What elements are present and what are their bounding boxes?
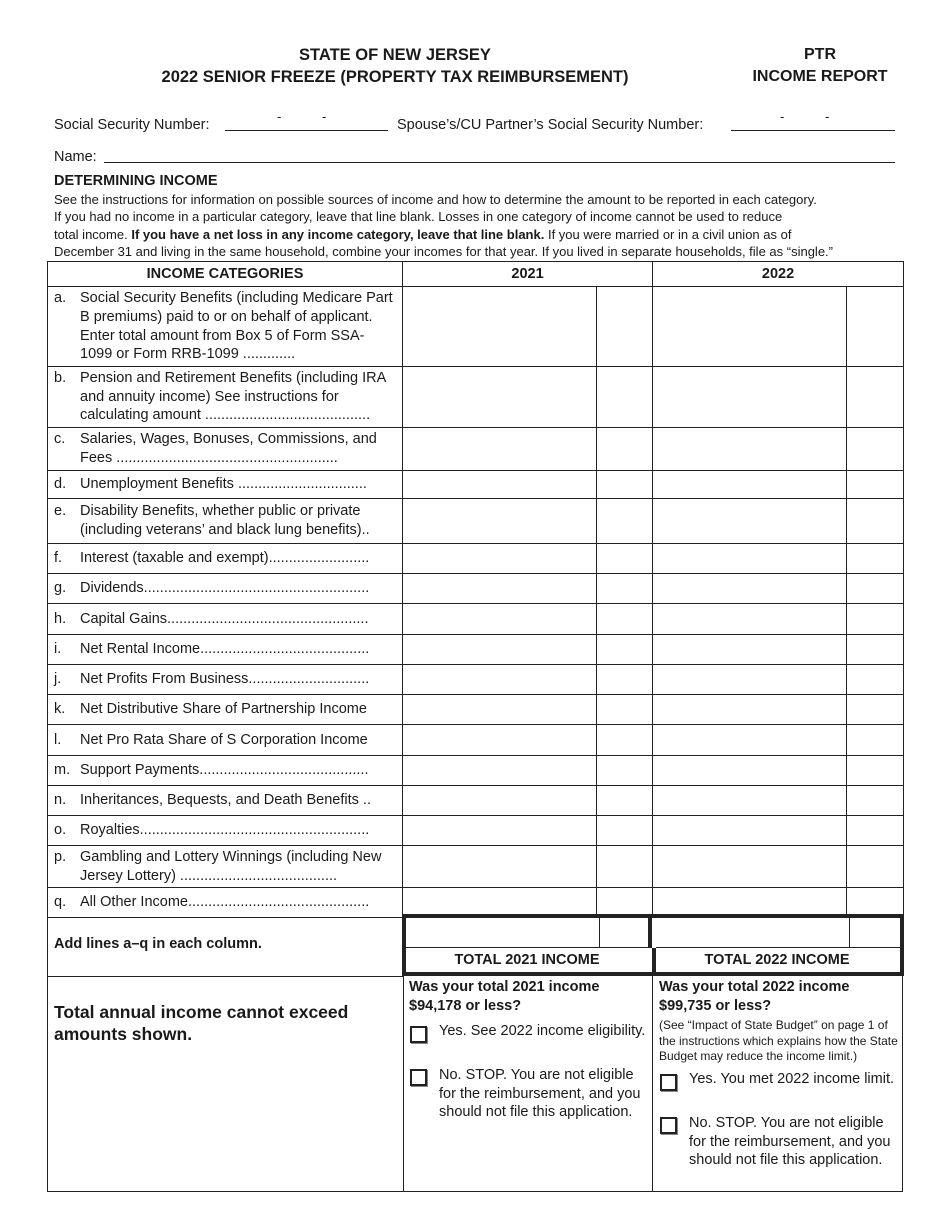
amount-2022-dollars[interactable] xyxy=(653,499,847,544)
eligibility-divider-2 xyxy=(652,976,653,1192)
row-label xyxy=(48,725,403,756)
table-row xyxy=(48,665,904,695)
amount-2021-cents[interactable] xyxy=(597,846,653,888)
name-input[interactable] xyxy=(104,151,895,163)
yes-2021-label: Yes. See 2022 income eligibility. xyxy=(439,1023,646,1039)
intro-line-1: See the instructions for information on possible sources of income and how to determine the amount to be reported in each category. xyxy=(54,192,817,207)
amount-2021-dollars[interactable] xyxy=(403,471,597,499)
row-letter: k. xyxy=(54,701,66,718)
row-letter: c. xyxy=(54,431,66,448)
table-row xyxy=(48,725,904,756)
total-2021-label: TOTAL 2021 INCOME xyxy=(454,952,600,968)
row-letter: b. xyxy=(54,370,67,387)
amount-2022-dollars[interactable] xyxy=(653,544,847,574)
table-row xyxy=(48,428,904,471)
row-label xyxy=(48,786,403,816)
no-2022-label: No. STOP. You are not eligible for the reimbursement, and you should not file this application. xyxy=(689,1115,891,1169)
amount-2021-cents[interactable] xyxy=(597,544,653,574)
amount-2021-dollars[interactable] xyxy=(403,665,597,695)
add-lines-label: Add lines a–q in each column. xyxy=(54,936,262,952)
yes-2022-checkbox[interactable] xyxy=(660,1074,677,1091)
row-text: Social Security Benefits (including Medicare Part B premiums) paid to or on behalf of applicant. Enter total amount from Box 5 of Form SSA-1099 or Form RRB-1099 ............. xyxy=(80,290,393,363)
row-label xyxy=(48,665,403,695)
total-2022-cents[interactable] xyxy=(850,918,900,948)
amount-2022-dollars[interactable] xyxy=(653,367,847,428)
row-letter: f. xyxy=(54,550,63,567)
amount-2022-cents[interactable] xyxy=(847,695,904,725)
table-row xyxy=(48,287,904,367)
row-label xyxy=(48,846,403,888)
amount-2021-dollars[interactable] xyxy=(403,544,597,574)
amount-2021-cents[interactable] xyxy=(597,428,653,471)
amount-2022-cents[interactable] xyxy=(847,604,904,635)
name-label: Name: xyxy=(54,149,97,165)
ssn-input[interactable] xyxy=(225,119,388,131)
spouse-ssn-label: Spouse’s/CU Partner’s Social Security Number: xyxy=(397,117,704,133)
total-2021-dollars[interactable] xyxy=(406,918,600,948)
eligibility-divider-1 xyxy=(403,976,404,1192)
row-text: Net Rental Income.......................................... xyxy=(80,641,370,658)
amount-2022-dollars[interactable] xyxy=(653,574,847,604)
amount-2022-cents[interactable] xyxy=(847,756,904,786)
row-label xyxy=(48,756,403,786)
amount-2022-dollars[interactable] xyxy=(653,635,847,665)
row-letter: h. xyxy=(54,610,67,627)
amount-2021-dollars[interactable] xyxy=(403,367,597,428)
row-text: Disability Benefits, whether public or private (including veterans’ and black lung benefits).. xyxy=(80,503,370,538)
amount-2022-cents[interactable] xyxy=(847,428,904,471)
title-line-2: 2022 SENIOR FREEZE (PROPERTY TAX REIMBURSEMENT) xyxy=(161,68,629,86)
amount-2021-dollars[interactable] xyxy=(403,635,597,665)
amount-2022-dollars[interactable] xyxy=(653,725,847,756)
no-2021-label: No. STOP. You are not eligible for the reimbursement, and you should not file this application. xyxy=(439,1067,641,1121)
spouse-ssn-dash-2: - xyxy=(825,109,830,124)
section-intro xyxy=(54,191,914,261)
amount-2022-cents[interactable] xyxy=(847,846,904,888)
form-title xyxy=(110,44,680,88)
amount-2022-dollars[interactable] xyxy=(653,786,847,816)
row-text: Royalties......................................................... xyxy=(80,822,370,839)
amount-2022-dollars[interactable] xyxy=(653,428,847,471)
ssn-dash-1: - xyxy=(277,109,282,124)
amount-2021-cents[interactable] xyxy=(597,499,653,544)
table-row xyxy=(48,816,904,846)
eligibility-section xyxy=(47,976,903,1192)
row-text: Capital Gains.................................................. xyxy=(80,610,369,627)
intro-line-3a: total income. xyxy=(54,226,132,242)
income-table xyxy=(47,261,904,918)
income-limit-statement: Total annual income cannot exceed amounts shown. xyxy=(54,1002,349,1044)
amount-2022-dollars[interactable] xyxy=(653,816,847,846)
row-label xyxy=(48,287,403,367)
row-letter: i. xyxy=(54,641,62,658)
amount-2021-cents[interactable] xyxy=(597,816,653,846)
col-income-categories: INCOME CATEGORIES xyxy=(48,262,403,287)
row-label xyxy=(48,367,403,428)
row-letter: q. xyxy=(54,894,67,911)
table-row xyxy=(48,635,904,665)
amount-2021-dollars[interactable] xyxy=(403,846,597,888)
row-label xyxy=(48,604,403,635)
row-label xyxy=(48,471,403,499)
amount-2021-cents[interactable] xyxy=(597,367,653,428)
row-text: Net Distributive Share of Partnership Income xyxy=(80,701,367,718)
col-2021: 2021 xyxy=(403,262,653,287)
table-row xyxy=(48,544,904,574)
table-row xyxy=(48,695,904,725)
table-row xyxy=(48,846,904,888)
form-id-block xyxy=(735,44,905,88)
form-name: INCOME REPORT xyxy=(752,68,888,85)
row-text: Inheritances, Bequests, and Death Benefits .. xyxy=(80,792,371,809)
intro-line-3 xyxy=(54,226,914,243)
row-letter: p. xyxy=(54,849,67,865)
row-label xyxy=(48,544,403,574)
row-text: All Other Income............................................. xyxy=(80,894,370,911)
amount-2021-dollars[interactable] xyxy=(403,428,597,471)
spouse-ssn-input[interactable] xyxy=(731,119,895,131)
row-text: Net Profits From Business.............................. xyxy=(80,671,370,688)
ssn-label: Social Security Number: xyxy=(54,117,210,133)
col-2022: 2022 xyxy=(653,262,904,287)
amount-2022-cents[interactable] xyxy=(847,499,904,544)
row-label xyxy=(48,635,403,665)
row-text: Net Pro Rata Share of S Corporation Income xyxy=(80,731,368,748)
row-letter: n. xyxy=(54,792,67,809)
amount-2021-cents[interactable] xyxy=(597,604,653,635)
amount-2022-cents[interactable] xyxy=(847,786,904,816)
ssn-dash-2: - xyxy=(322,109,327,124)
intro-line-4: December 31 and living in the same household, combine your incomes for that year. If you lived in separate households, file as “single.” xyxy=(54,244,833,260)
row-label xyxy=(48,574,403,604)
table-header-row xyxy=(48,262,904,287)
row-letter: o. xyxy=(54,822,67,839)
table-row xyxy=(48,756,904,786)
section-heading: DETERMINING INCOME xyxy=(54,173,218,189)
amount-2021-dollars[interactable] xyxy=(403,604,597,635)
row-text: Dividends........................................................ xyxy=(80,580,370,597)
amount-2021-cents[interactable] xyxy=(597,471,653,499)
amount-2022-cents[interactable] xyxy=(847,635,904,665)
amount-2022-dollars[interactable] xyxy=(653,665,847,695)
amount-2021-cents[interactable] xyxy=(597,635,653,665)
amount-2022-cents[interactable] xyxy=(847,544,904,574)
row-letter: g. xyxy=(54,580,67,597)
row-text: Pension and Retirement Benefits (including IRA and annuity income) See instructions for calculating amount ......................................... xyxy=(80,370,386,424)
table-row xyxy=(48,574,904,604)
amount-2022-dollars[interactable] xyxy=(653,604,847,635)
amount-2021-cents[interactable] xyxy=(597,725,653,756)
state-budget-note: (See “Impact of State Budget” on page 1 of the instructions which explains how the State Budget may reduce the income limit.) xyxy=(659,1018,898,1063)
no-2022-checkbox[interactable] xyxy=(660,1117,677,1134)
row-text: Gambling and Lottery Winnings (including New Jersey Lottery) ....................................... xyxy=(80,849,382,884)
amount-2022-cents[interactable] xyxy=(847,287,904,367)
amount-2021-cents[interactable] xyxy=(597,695,653,725)
amount-2022-cents[interactable] xyxy=(847,725,904,756)
total-2022-label: TOTAL 2022 INCOME xyxy=(704,952,850,968)
form-id: PTR xyxy=(804,46,836,63)
row-letter: a. xyxy=(54,290,67,307)
amount-2022-cents[interactable] xyxy=(847,665,904,695)
intro-line-3-bold: If you have a net loss in any income category, leave that line blank. xyxy=(131,226,545,242)
yes-2022-label: Yes. You met 2022 income limit. xyxy=(689,1071,895,1087)
amount-2021-dollars[interactable] xyxy=(403,574,597,604)
row-label xyxy=(48,499,403,544)
spouse-ssn-dash-1: - xyxy=(780,109,785,124)
amount-2021-dollars[interactable] xyxy=(403,287,597,367)
row-letter: d. xyxy=(54,476,67,493)
title-line-1: STATE OF NEW JERSEY xyxy=(299,46,491,64)
amount-2022-dollars[interactable] xyxy=(653,846,847,888)
amount-2021-cents[interactable] xyxy=(597,786,653,816)
row-label xyxy=(48,428,403,471)
amount-2022-dollars[interactable] xyxy=(653,287,847,367)
amount-2022-dollars[interactable] xyxy=(653,471,847,499)
row-letter: l. xyxy=(54,731,62,748)
question-2021: Was your total 2021 income $94,178 or less? xyxy=(409,979,600,1014)
total-2022-dollars[interactable] xyxy=(656,918,850,948)
row-label xyxy=(48,816,403,846)
row-letter: m. xyxy=(54,762,71,779)
yes-2021-checkbox[interactable] xyxy=(410,1026,427,1043)
total-2021-cents[interactable] xyxy=(600,918,652,948)
question-2022: Was your total 2022 income $99,735 or less? xyxy=(659,979,850,1014)
amount-2021-dollars[interactable] xyxy=(403,756,597,786)
amount-2022-cents[interactable] xyxy=(847,816,904,846)
row-text: Interest (taxable and exempt)......................... xyxy=(80,550,370,567)
no-2021-checkbox[interactable] xyxy=(410,1069,427,1086)
table-row xyxy=(48,499,904,544)
table-row xyxy=(48,471,904,499)
table-row xyxy=(48,604,904,635)
row-text: Salaries, Wages, Bonuses, Commissions, and Fees ....................................................... xyxy=(80,431,377,466)
row-letter: j. xyxy=(54,671,62,688)
amount-2021-cents[interactable] xyxy=(597,574,653,604)
amount-2021-cents[interactable] xyxy=(597,287,653,367)
table-row xyxy=(48,786,904,816)
amount-2021-cents[interactable] xyxy=(597,756,653,786)
table-row xyxy=(48,367,904,428)
row-label xyxy=(48,695,403,725)
row-text: Unemployment Benefits ................................ xyxy=(80,476,367,493)
amount-2021-dollars[interactable] xyxy=(403,786,597,816)
amount-2021-dollars[interactable] xyxy=(403,816,597,846)
row-letter: e. xyxy=(54,503,67,520)
amount-2022-cents[interactable] xyxy=(847,574,904,604)
amount-2022-cents[interactable] xyxy=(847,471,904,499)
amount-2021-dollars[interactable] xyxy=(403,725,597,756)
row-text: Support Payments.......................................... xyxy=(80,762,369,779)
amount-2022-dollars[interactable] xyxy=(653,756,847,786)
amount-2022-cents[interactable] xyxy=(847,367,904,428)
amount-2021-dollars[interactable] xyxy=(403,499,597,544)
intro-line-3c: If you were married or in a civil union as of xyxy=(544,226,792,242)
amount-2021-dollars[interactable] xyxy=(403,695,597,725)
amount-2022-dollars[interactable] xyxy=(653,695,847,725)
amount-2021-cents[interactable] xyxy=(597,665,653,695)
intro-line-2: If you had no income in a particular category, leave that line blank. Losses in one category of income cannot be used to reduce xyxy=(54,209,783,225)
